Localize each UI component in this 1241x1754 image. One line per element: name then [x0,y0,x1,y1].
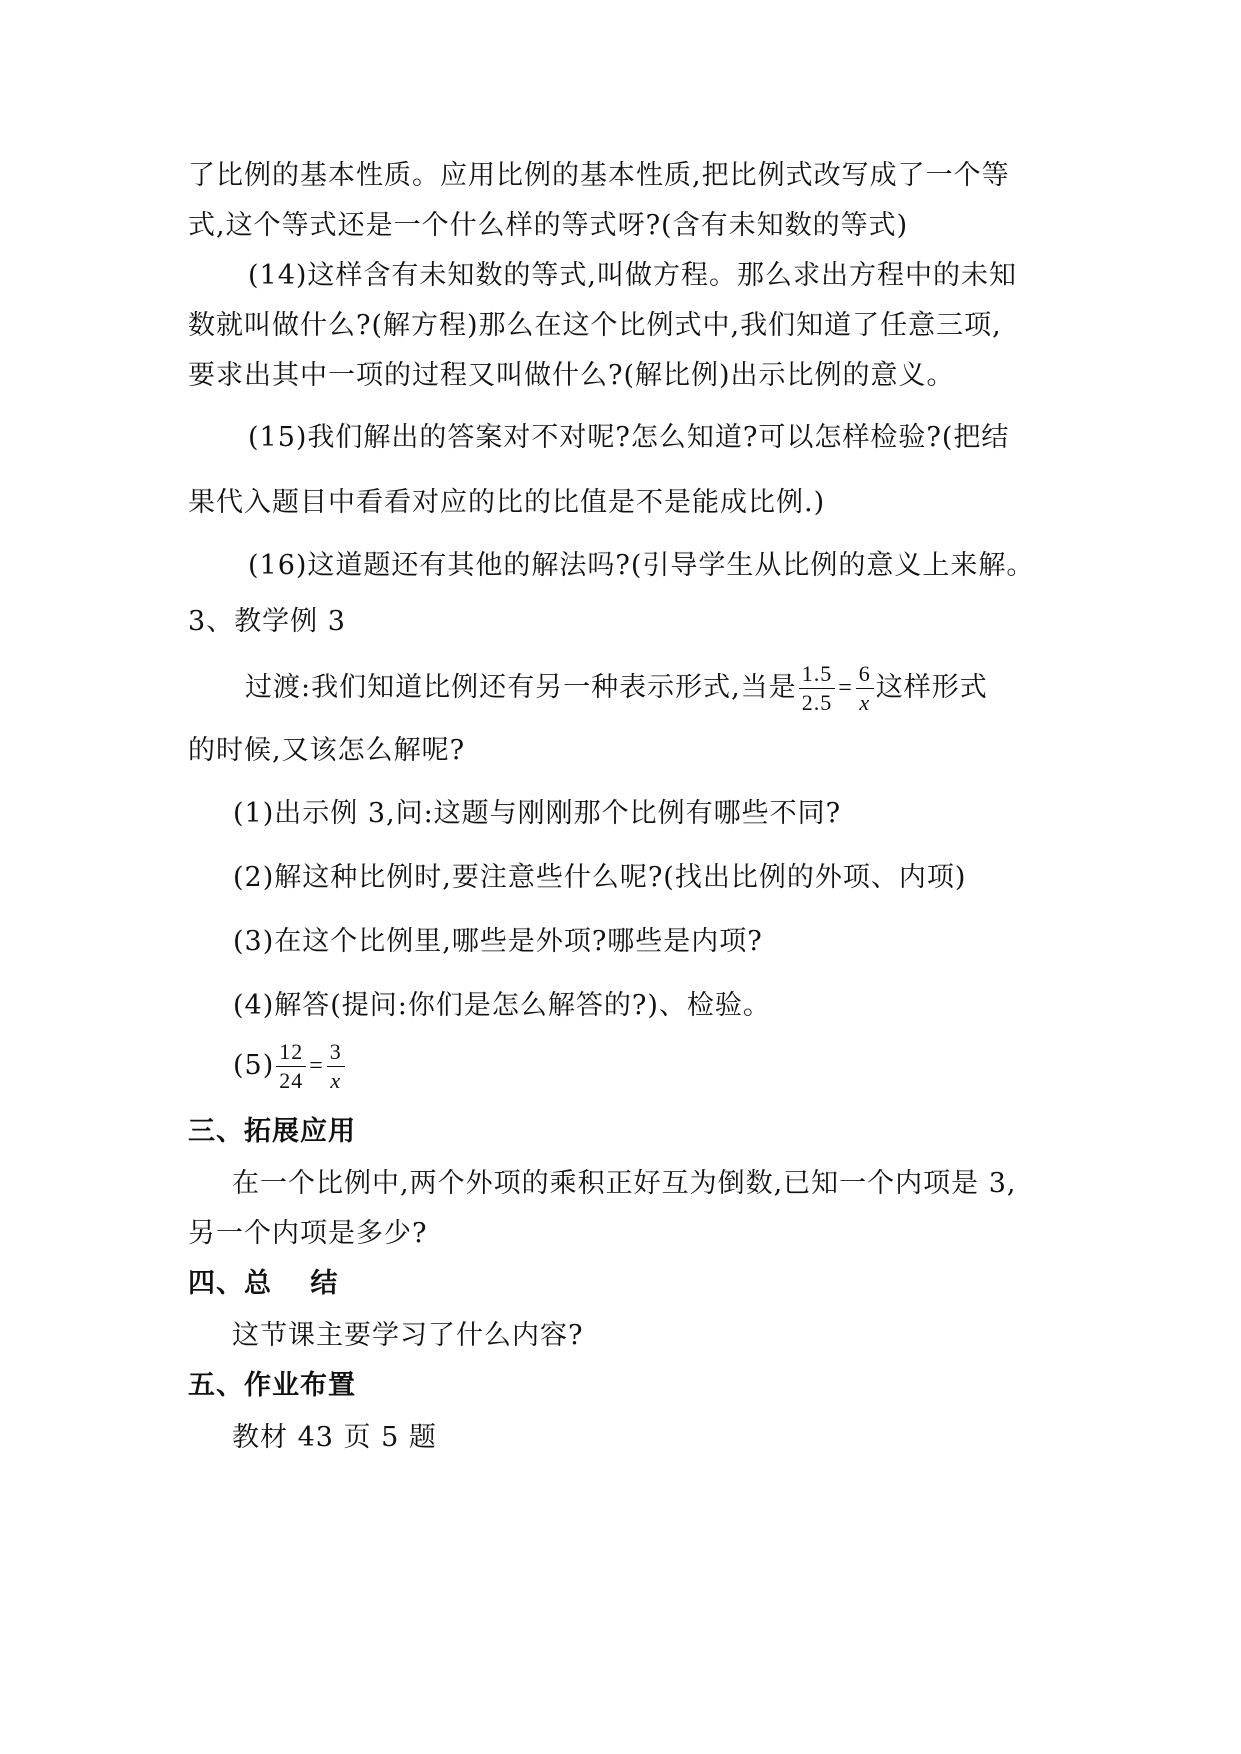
paragraph-line: 果代入题目中看看对应的比的比值是不是能成比例.) [188,487,826,518]
fraction-denominator: 24 [279,1067,304,1093]
fraction-numerator: 1.5 [799,662,836,689]
fraction-numerator: 3 [327,1040,345,1067]
transition-text-after: 这样形式 [875,672,988,703]
step-line: (1)出示例 3,问:这题与刚刚那个比例有哪些不同? [233,798,842,829]
fraction-12-over-24 [276,1040,306,1093]
subsection-title: 3、教学例 3 [188,606,346,637]
transition-text: 过渡:我们知道比例还有另一种表示形式,当是 [245,672,797,703]
fraction-numerator: 6 [856,662,874,689]
fraction-denominator [856,689,873,715]
paragraph-line: 要求出其中一项的过程又叫做什么?(解比例)出示比例的意义。 [188,360,955,391]
step-5-line [233,1036,347,1096]
section-heading-summary: 四、总 结 [188,1268,339,1299]
paragraph-line: 的时候,又该怎么解呢? [188,735,466,766]
step-line: (3)在这个比例里,哪些是外项?哪些是内项? [233,926,763,957]
variable-x: x [330,1067,342,1093]
transition-line [245,658,988,718]
fraction-numerator: 12 [276,1040,306,1067]
section-heading-homework: 五、作业布置 [188,1370,356,1401]
fraction-denominator [327,1067,344,1093]
paragraph-line: (14)这样含有未知数的等式,叫做方程。那么求出方程中的未知 [248,260,1018,291]
fraction-denominator: 2.5 [801,689,833,715]
paragraph-line: (16)这道题还有其他的解法吗?(引导学生从比例的意义上来解。 [248,550,1035,581]
equals-sign: = [838,675,853,701]
step-line: (2)解这种比例时,要注意些什么呢?(找出比例的外项、内项) [233,862,967,893]
paragraph-line: 教材 43 页 5 题 [232,1422,437,1453]
paragraph-line: (15)我们解出的答案对不对呢?怎么知道?可以怎样检验?(把结 [248,422,1010,453]
paragraph-line: 这节课主要学习了什么内容? [232,1320,584,1351]
equals-sign: = [309,1053,324,1079]
step-5-label: (5) [233,1050,275,1081]
paragraph-line: 数就叫做什么?(解方程)那么在这个比例式中,我们知道了任意三项, [188,310,1002,341]
paragraph-line: 了比例的基本性质。应用比例的基本性质,把比例式改写成了一个等 [188,160,1010,191]
section-heading-extension: 三、拓展应用 [188,1116,356,1147]
fraction-1-5-over-2-5 [799,662,836,715]
paragraph-line: 另一个内项是多少? [188,1218,428,1249]
fraction-3-over-x [327,1040,345,1093]
step-line: (4)解答(提问:你们是怎么解答的?)、检验。 [233,990,771,1021]
paragraph-line: 式,这个等式还是一个什么样的等式呀?(含有未知数的等式) [188,210,909,241]
fraction-6-over-x [856,662,874,715]
paragraph-line: 在一个比例中,两个外项的乘积正好互为倒数,已知一个内项是 3, [232,1168,1017,1199]
variable-x: x [859,689,871,715]
